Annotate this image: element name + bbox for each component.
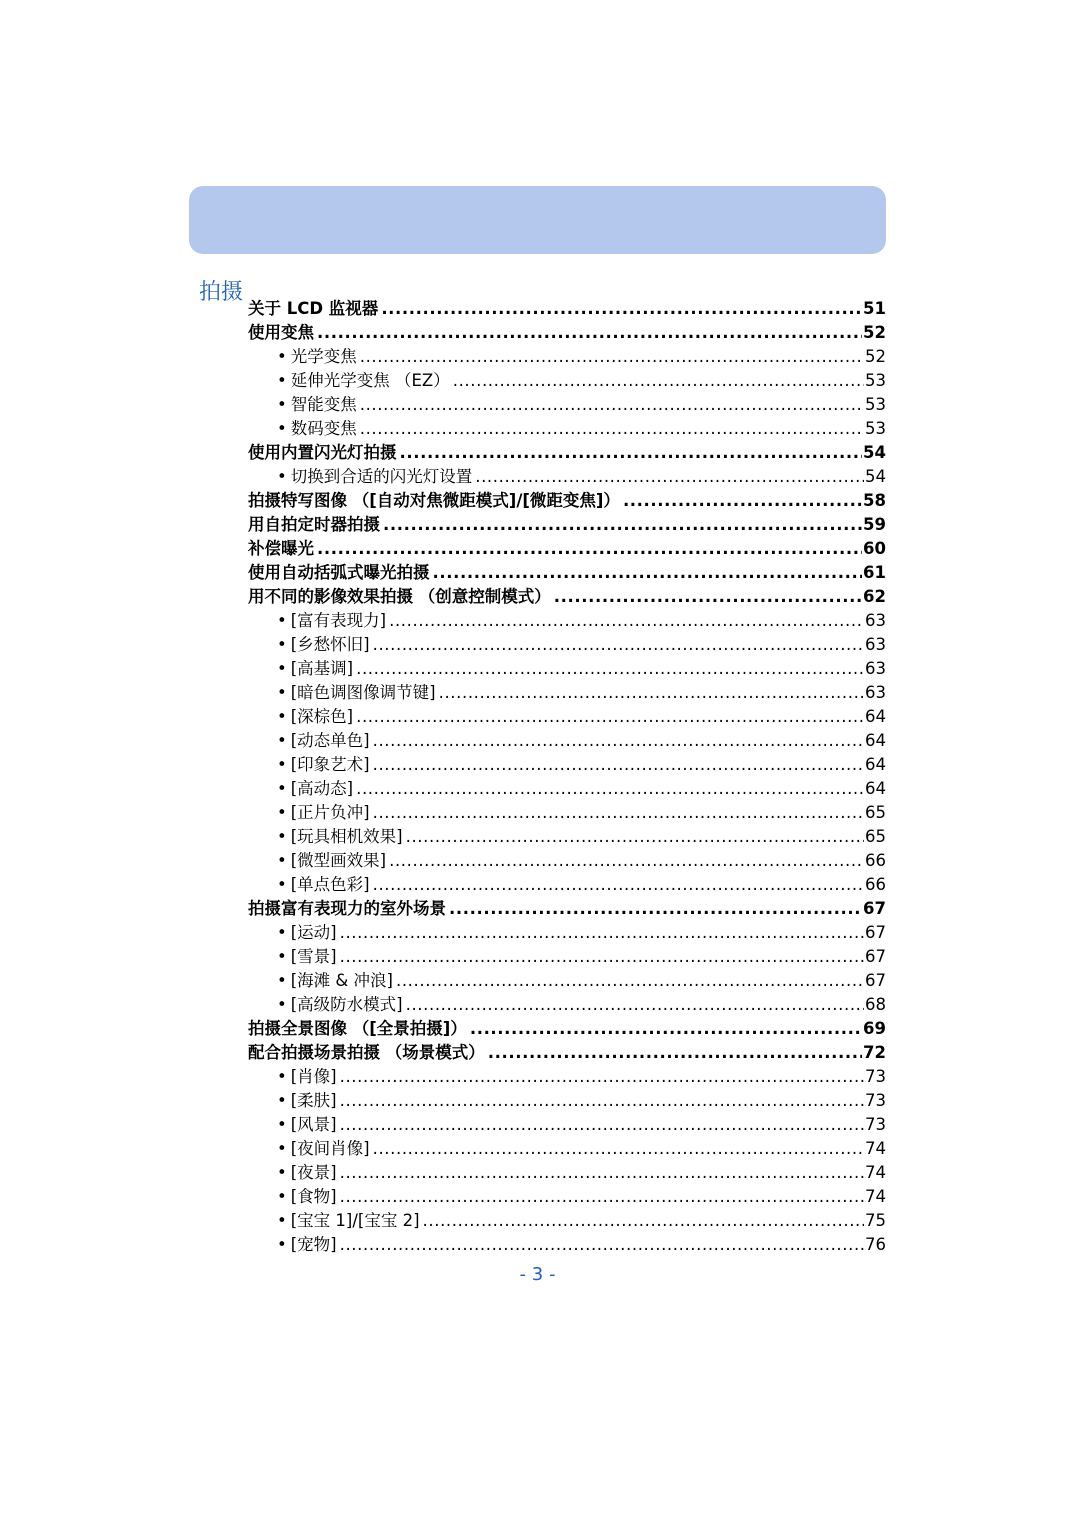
bullet-icon: • (277, 851, 287, 870)
bullet-icon: • (277, 371, 287, 390)
toc-subentry[interactable] (248, 825, 886, 849)
bullet-icon: • (277, 827, 287, 846)
toc-subentry[interactable] (248, 1161, 886, 1185)
toc-page-number: 63 (865, 683, 886, 702)
toc-page-number: 62 (863, 587, 886, 606)
bullet-icon: • (277, 611, 287, 630)
dot-leader (340, 945, 864, 969)
toc-entry-label: [海滩 & 冲浪] (290, 971, 393, 990)
toc-entry-label: [富有表现力] (290, 611, 387, 630)
toc-subentry[interactable] (248, 753, 886, 777)
toc-subentry[interactable] (248, 993, 886, 1017)
toc-entry-label: [印象艺术] (290, 755, 370, 774)
toc-page-number: 53 (865, 395, 886, 414)
bullet-icon: • (277, 1091, 287, 1110)
toc-entry-label: [单点色彩] (290, 875, 370, 894)
toc-subentry[interactable] (248, 921, 886, 945)
toc-entry-label: [夜间肖像] (290, 1139, 370, 1158)
toc-entry-label: [食物] (290, 1187, 337, 1206)
toc-entry-label: 补偿曝光 (248, 539, 314, 558)
toc-entry-label: [运动] (290, 923, 337, 942)
toc-page-number: 52 (865, 347, 886, 366)
bullet-icon: • (277, 395, 287, 414)
toc-page-number: 74 (865, 1163, 886, 1182)
toc-entry-label: 使用内置闪光灯拍摄 (248, 443, 397, 462)
toc-entry[interactable] (248, 1041, 886, 1065)
toc-entry[interactable] (248, 441, 886, 465)
toc-page-number: 66 (865, 875, 886, 894)
toc-entry-label: 切换到合适的闪光灯设置 (290, 467, 473, 486)
bullet-icon: • (277, 347, 287, 366)
toc-entry-label: [宝宝 1]/[宝宝 2] (290, 1211, 420, 1230)
bullet-icon: • (277, 923, 287, 942)
dot-leader (356, 657, 864, 681)
dot-leader (406, 993, 864, 1017)
toc-entry-label: [动态单色] (290, 731, 370, 750)
toc-subentry[interactable] (248, 1233, 886, 1257)
dot-leader (340, 1161, 864, 1185)
bullet-icon: • (277, 1115, 287, 1134)
bullet-icon: • (277, 971, 287, 990)
toc-entry-label: 拍摄全景图像 （[全景拍摄]） (248, 1019, 467, 1038)
toc-page-number: 64 (865, 731, 886, 750)
bullet-icon: • (277, 467, 287, 486)
toc-subentry[interactable] (248, 1185, 886, 1209)
toc-entry-label: 拍摄特写图像 （[自动对焦微距模式]/[微距变焦]） (248, 491, 620, 510)
toc-subentry[interactable] (248, 705, 886, 729)
toc-page-number: 52 (863, 323, 886, 342)
dot-leader (389, 849, 864, 873)
dot-leader (475, 465, 864, 489)
dot-leader (373, 801, 864, 825)
toc-page-number: 67 (865, 971, 886, 990)
toc-subentry[interactable] (248, 1113, 886, 1137)
toc-entry-label: 关于 LCD 监视器 (248, 299, 379, 318)
toc-entry-label: [玩具相机效果] (290, 827, 403, 846)
bullet-icon: • (277, 635, 287, 654)
toc-subentry[interactable] (248, 633, 886, 657)
bullet-icon: • (277, 1139, 287, 1158)
dot-leader (373, 873, 864, 897)
bullet-icon: • (277, 1163, 287, 1182)
toc-entry-label: 光学变焦 (290, 347, 357, 366)
toc-subentry[interactable] (248, 969, 886, 993)
toc-entry[interactable] (248, 513, 886, 537)
bullet-icon: • (277, 1187, 287, 1206)
toc-page-number: 73 (865, 1091, 886, 1110)
toc-entry-label: [宠物] (290, 1235, 337, 1254)
bullet-icon: • (277, 779, 287, 798)
toc-page-number: 54 (863, 443, 886, 462)
toc-page-number: 67 (865, 923, 886, 942)
bullet-icon: • (277, 755, 287, 774)
toc-entry-label: 使用自动括弧式曝光拍摄 (248, 563, 430, 582)
toc-entry-label: 智能变焦 (290, 395, 357, 414)
toc-entry-label: 使用变焦 (248, 323, 314, 342)
bullet-icon: • (277, 1235, 287, 1254)
toc-entry-label: [雪景] (290, 947, 337, 966)
toc-entry-label: 用不同的影像效果拍摄 （创意控制模式） (248, 587, 551, 606)
dot-leader (356, 777, 864, 801)
dot-leader (373, 1137, 864, 1161)
dot-leader (340, 1065, 864, 1089)
dot-leader (340, 1233, 864, 1257)
toc-page-number: 59 (863, 515, 886, 534)
toc-entry-label: 延伸光学变焦 （EZ） (290, 371, 450, 390)
toc-entry[interactable] (248, 537, 886, 561)
dot-leader (360, 345, 864, 369)
toc-subentry[interactable] (248, 681, 886, 705)
dot-leader (340, 1185, 864, 1209)
toc-page-number: 61 (863, 563, 886, 582)
dot-leader (360, 417, 864, 441)
dot-leader (488, 1041, 862, 1065)
section-title: 拍摄 (199, 279, 244, 305)
dot-leader (373, 753, 864, 777)
toc-entry-label: [风景] (290, 1115, 337, 1134)
toc-subentry[interactable] (248, 801, 886, 825)
toc-page-number: 54 (865, 467, 886, 486)
toc-page-number: 51 (863, 299, 886, 318)
bullet-icon: • (277, 995, 287, 1014)
toc-page-number: 58 (863, 491, 886, 510)
dot-leader (554, 585, 862, 609)
toc-page-number: 73 (865, 1067, 886, 1086)
dot-leader (317, 321, 862, 345)
toc-entry-label: [夜景] (290, 1163, 337, 1182)
toc-page-number: 75 (865, 1211, 886, 1230)
dot-leader (439, 681, 864, 705)
toc-entry[interactable] (248, 297, 886, 321)
toc-page-number: 65 (865, 827, 886, 846)
toc-page-number: 68 (865, 995, 886, 1014)
toc-entry-label: [暗色调图像调节键] (290, 683, 436, 702)
toc-entry[interactable] (248, 1017, 886, 1041)
dot-leader (373, 729, 864, 753)
dot-leader (317, 537, 862, 561)
toc-entry-label: [高动态] (290, 779, 354, 798)
toc-page-number: 53 (865, 371, 886, 390)
toc-page-number: 74 (865, 1187, 886, 1206)
dot-leader (623, 489, 862, 513)
toc-subentry[interactable] (248, 945, 886, 969)
table-of-contents (248, 297, 886, 1257)
toc-subentry[interactable] (248, 1089, 886, 1113)
dot-leader (423, 1209, 864, 1233)
dot-leader (340, 921, 864, 945)
bullet-icon: • (277, 947, 287, 966)
dot-leader (373, 633, 864, 657)
dot-leader (470, 1017, 862, 1041)
dot-leader (356, 705, 864, 729)
toc-subentry[interactable] (248, 849, 886, 873)
toc-page-number: 69 (863, 1019, 886, 1038)
dot-leader (360, 393, 864, 417)
bullet-icon: • (277, 659, 287, 678)
dot-leader (340, 1113, 864, 1137)
dot-leader (433, 561, 863, 585)
dot-leader (406, 825, 864, 849)
bullet-icon: • (277, 875, 287, 894)
toc-entry[interactable] (248, 561, 886, 585)
toc-subentry[interactable] (248, 777, 886, 801)
toc-entry-label: 拍摄富有表现力的室外场景 (248, 899, 446, 918)
toc-subentry[interactable] (248, 1065, 886, 1089)
toc-page-number: 53 (865, 419, 886, 438)
dot-leader (389, 609, 864, 633)
toc-entry-label: 用自拍定时器拍摄 (248, 515, 380, 534)
toc-entry-label: [正片负冲] (290, 803, 370, 822)
toc-subentry[interactable] (248, 657, 886, 681)
toc-entry-label: [乡愁怀旧] (290, 635, 370, 654)
toc-entry[interactable] (248, 321, 886, 345)
dot-leader (396, 969, 864, 993)
dot-leader (400, 441, 863, 465)
toc-subentry[interactable] (248, 393, 886, 417)
toc-subentry[interactable] (248, 609, 886, 633)
toc-subentry[interactable] (248, 417, 886, 441)
toc-page-number: 67 (863, 899, 886, 918)
dot-leader (340, 1089, 864, 1113)
toc-entry-label: [微型画效果] (290, 851, 387, 870)
toc-page-number: 74 (865, 1139, 886, 1158)
bullet-icon: • (277, 1211, 287, 1230)
toc-page-number: 63 (865, 659, 886, 678)
toc-page-number: 64 (865, 755, 886, 774)
toc-subentry[interactable] (248, 1209, 886, 1233)
toc-entry[interactable] (248, 897, 886, 921)
bullet-icon: • (277, 683, 287, 702)
toc-subentry[interactable] (248, 369, 886, 393)
bullet-icon: • (277, 731, 287, 750)
toc-entry-label: [柔肤] (290, 1091, 337, 1110)
toc-page-number: 60 (863, 539, 886, 558)
bullet-icon: • (277, 1067, 287, 1086)
dot-leader (381, 297, 862, 321)
toc-entry-label: [深棕色] (290, 707, 354, 726)
dot-leader (453, 369, 864, 393)
page-number-footer: - 3 - (519, 1264, 556, 1285)
toc-entry[interactable] (248, 585, 886, 609)
toc-page-number: 63 (865, 635, 886, 654)
toc-entry-label: [高基调] (290, 659, 354, 678)
toc-page-number: 66 (865, 851, 886, 870)
toc-entry-label: [高级防水模式] (290, 995, 403, 1014)
toc-entry-label: 数码变焦 (290, 419, 357, 438)
toc-subentry[interactable] (248, 873, 886, 897)
bullet-icon: • (277, 419, 287, 438)
toc-entry-label: [肖像] (290, 1067, 337, 1086)
toc-entry-label: 配合拍摄场景拍摄 （场景模式） (248, 1043, 485, 1062)
header-band (189, 186, 886, 254)
toc-subentry[interactable] (248, 729, 886, 753)
toc-subentry[interactable] (248, 465, 886, 489)
toc-page-number: 76 (865, 1235, 886, 1254)
dot-leader (383, 513, 862, 537)
toc-page-number: 63 (865, 611, 886, 630)
bullet-icon: • (277, 803, 287, 822)
toc-page-number: 64 (865, 707, 886, 726)
toc-page-number: 67 (865, 947, 886, 966)
toc-subentry[interactable] (248, 1137, 886, 1161)
toc-page-number: 64 (865, 779, 886, 798)
dot-leader (449, 897, 862, 921)
toc-page-number: 65 (865, 803, 886, 822)
toc-page-number: 72 (863, 1043, 886, 1062)
toc-entry[interactable] (248, 489, 886, 513)
toc-page-number: 73 (865, 1115, 886, 1134)
toc-subentry[interactable] (248, 345, 886, 369)
bullet-icon: • (277, 707, 287, 726)
